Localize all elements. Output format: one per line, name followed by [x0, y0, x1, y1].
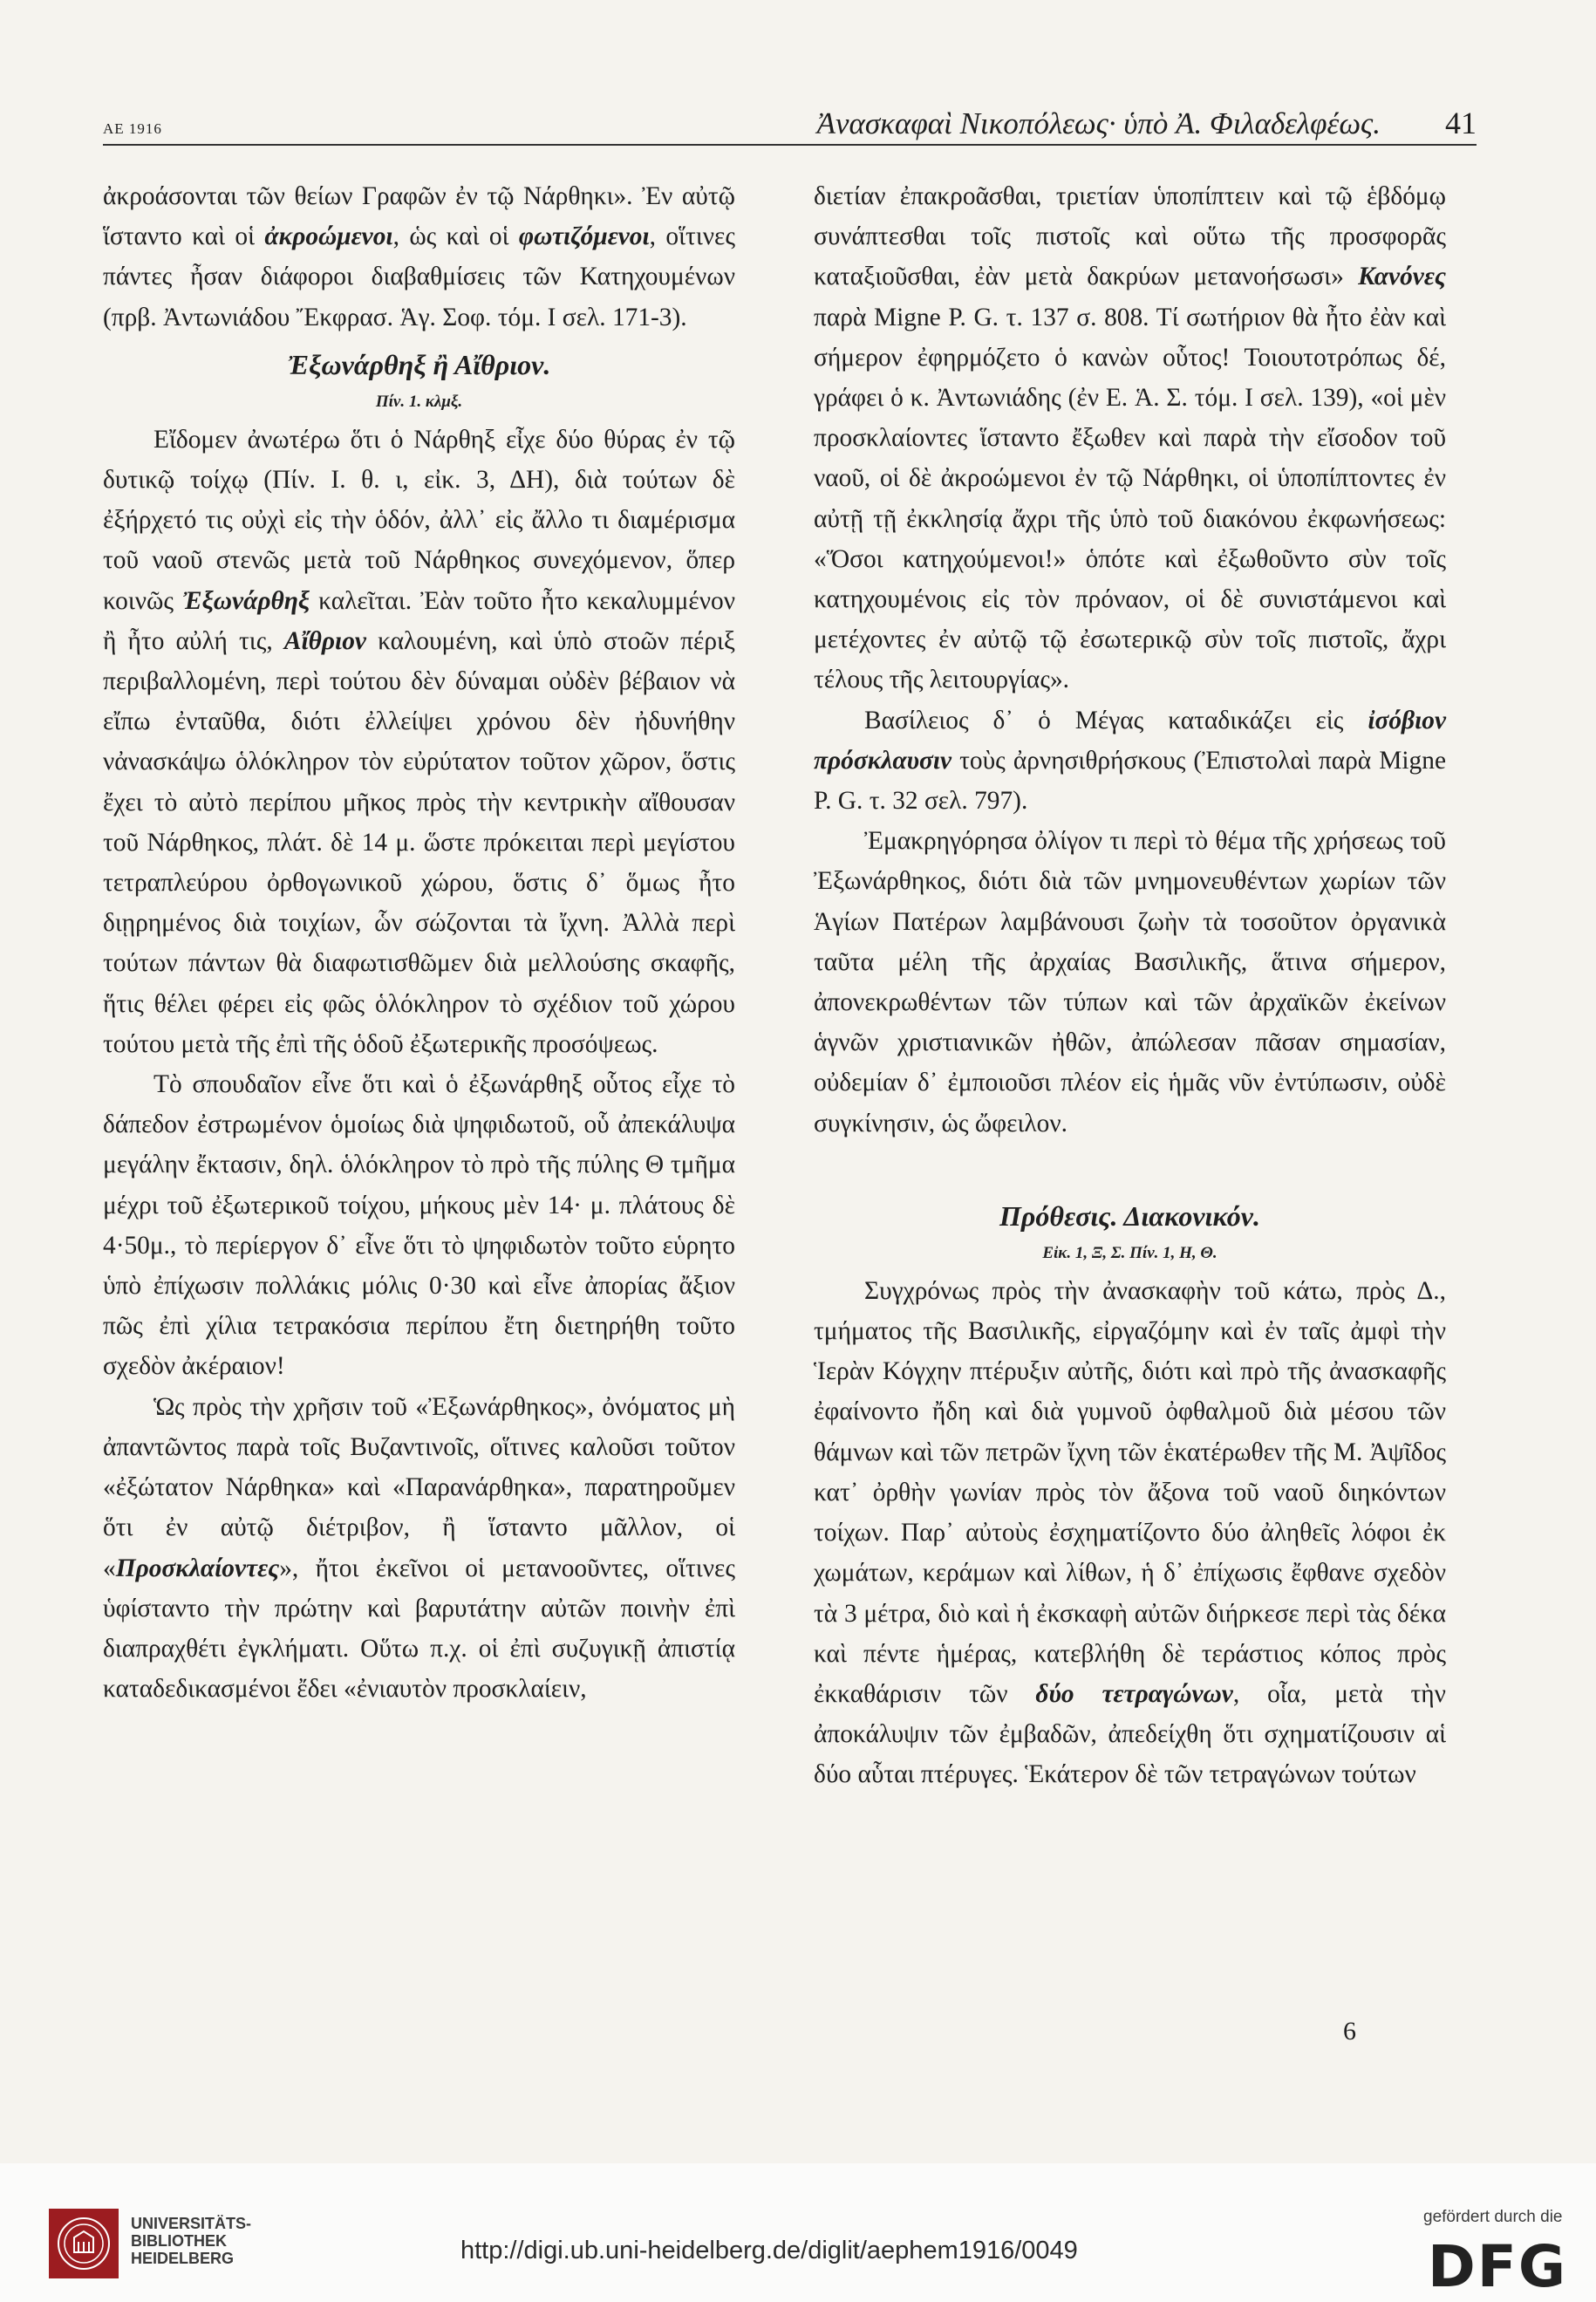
dfg-logo: DFG	[1428, 2233, 1568, 2300]
text-run: Ὡς πρὸς τὴν χρῆσιν τοῦ «Ἐξωνάρθηκος», ὀνόματος μὴ ἀπαντῶντος παρὰ τοῖς Βυζαντινοῖς, οἵτινες καλοῦσι τοῦτον «ἐξώτατον Νάρθηκα» καὶ «Παρανάρθηκα», παρατηροῦμεν ὅτι ἐν αὐτῷ διέτριβον, ἢ ἵσταντο μᾶλλον, οἱ «	[103, 1392, 735, 1582]
signature-mark: 6	[1343, 2017, 1356, 2046]
emphasis-term: Προσκλαίοντες	[115, 1554, 280, 1582]
left-paragraph-4	[103, 1387, 735, 1710]
emphasis-term: φωτιζόμενοι	[518, 222, 650, 251]
text-run: καλεῖται. Ἐὰν τοῦτο ἦτο κεκαλυμμένον ἢ ἦτο αὐλή τις,	[103, 586, 735, 655]
left-column	[103, 176, 735, 1709]
right-paragraph-3: Ἐμακρηγόρησα ὀλίγον τι περὶ τὸ θέμα τῆς χρήσεως τοῦ Ἐξωνάρθηκος, διότι διὰ τῶν μνημονευθέντων χωρίων τῶν Ἁγίων Πατέρων λαμβάνουσι ζωὴν τὰ τοσοῦτον ὀργανικὰ ταῦτα μέλη τῆς ἀρχαίας Βασιλικῆς, ἅτινα σήμερον, ἀπονεκρωθέντων τῶν τύπων καὶ τῶν ἀρχαϊκῶν ἐκείνων ἁγνῶν χριστιανικῶν ἠθῶν, ἀπώλεσαν πᾶσαν σημασίαν, οὐδεμίαν δ᾽ ἐμποιοῦσι πλέον εἰς ἡμᾶς νῦν ἐντύπωσιν, οὐδὲ συγκίνησιν, ὡς ὤφειλον.	[814, 827, 1446, 1137]
header-rule	[103, 144, 1477, 146]
library-name-line: BIBLIOTHEK	[131, 2232, 227, 2250]
left-paragraph-1	[103, 176, 735, 338]
text-run: , οἵτινες πάντες ἦσαν διάφοροι διαβαθμίσεις τῶν Κατηχουμένων (πρβ. Ἀντωνιάδου Ἔκφρασ. Ἁγ. Σοφ. τόμ. Ι σελ. 171-3).	[103, 222, 735, 331]
right-paragraph-2	[814, 700, 1446, 822]
emphasis-term: δύο τετραγώνων	[1035, 1679, 1233, 1708]
emphasis-term: Ἐξωνάρθηξ	[182, 586, 310, 615]
text-run: », ἤτοι ἐκεῖνοι οἱ μετανοοῦντες, οἵτινες ὑφίσταντο τὴν πρώτην καὶ βαρυτάτην αὐτῶν ποινὴν ἐπὶ διαπραχθέτι ἐγκλήματι. Οὕτω π.χ. οἱ ἐπὶ συζυγικῇ ἀπιστίᾳ καταδεδικασμένοι ἔδει «ἐνιαυτὸν προσκλαίειν,	[103, 1554, 735, 1704]
text-run: Βασίλειος δ᾽ ὁ Μέγας καταδικάζει εἰς	[864, 706, 1368, 734]
emphasis-term: ἰσόβιον πρόσκλαυσιν	[814, 706, 1446, 775]
digitization-footer	[0, 2163, 1596, 2302]
right-column	[814, 176, 1446, 1795]
right-paragraph-1	[814, 176, 1446, 700]
library-name	[131, 2215, 251, 2267]
text-run: Εἴδομεν ἀνωτέρω ὅτι ὁ Νάρθηξ εἶχε δύο θύρας ἐν τῷ δυτικῷ τοίχῳ (Πίν. Ι. θ. ι, εἰκ. 3, ΔΗ), διὰ τούτων δὲ ἐξήρχετό τις οὐχὶ εἰς τὴν ὁδόν, ἀλλ᾽ εἰς ἄλλο τι διαμέρισμα τοῦ ναοῦ στενῶς μετὰ τοῦ Νάρθηκος συνεχόμενον, ὅπερ κοινῶς	[103, 425, 735, 615]
text-run: παρὰ Migne P. G. τ. 137 σ. 808. Τί σωτήριον θὰ ἦτο ἐὰν καὶ σήμερον ἐφηρμόζετο ὁ κανὼν οὗτος! Τοιουτοτρόπως δέ, γράφει ὁ κ. Ἀντωνιάδης (ἐν Ε. Ἁ. Σ. τόμ. Ι σελ. 139), «οἱ μὲν προσκλαίοντες ἵσταντο ἔξωθεν καὶ παρὰ τὴν εἴσοδον τοῦ ναοῦ, οἱ δὲ ἀκροώμενοι ἐν τῷ Νάρθηκι, οἱ ὑποπίπτοντες ἐν αὐτῇ τῇ ἐκκλησίᾳ ἄχρι τῆς ὑπὸ τοῦ διακόνου ἐκφωνήσεως: «Ὅσοι κατηχούμενοι!» ὁπότε καὶ ἐξωθοῦντο σὺν τοῖς κατηχουμένοις εἰς τὸν πρόναον, οἱ δὲ συνιστάμενοι καὶ μετέχοντες ἐν αὐτῷ τῷ ἐσωτερικῷ σὺν τοῖς πιστοῖς, ἄχρι τέλους τῆς λειτουργίας».	[814, 303, 1446, 694]
text-run: Συγχρόνως πρὸς τὴν ἀνασκαφὴν τοῦ κάτω, πρὸς Δ., τμήματος τῆς Βασιλικῆς, εἰργαζόμην καὶ ἐν ταῖς ἀμφὶ τὴν Ἱερὰν Κόγχην πτέρυξιν αὐτῆς, διότι καὶ πρὸ τῆς ἀνασκαφῆς ἐφαίνοντο ἤδη καὶ διὰ γυμνοῦ ὀφθαλμοῦ διὰ μέσου τῶν θάμνων καὶ τῶν πετρῶν ἴχνη τῶν ἑκατέρωθεν τῆς Μ. Ἀψῖδος κατ᾽ ὀρθὴν γωνίαν πρὸς τὸν ἄξονα τοῦ ναοῦ διηκόντων τοίχων. Παρ᾽ αὐτοὺς ἐσχηματίζοντο δύο ἀληθεῖς λόφοι ἐκ χωμάτων, κεράμων καὶ λίθων, ἡ δ᾽ ἐπίχωσις ἔφθανε σχεδὸν τὰ 3 μέτρα, διὸ καὶ ἡ ἐκσκαφὴ αὐτῶν διήρκεσε περὶ τὰς δέκα καὶ πέντε ἡμέρας, κατεβλήθη δὲ τεράστιος κόπος πρὸς ἐκκαθάρισιν τῶν	[814, 1276, 1446, 1708]
library-name-line: HEIDELBERG	[131, 2250, 235, 2267]
section-subheading: Εἰκ. 1, Ξ, Σ. Πίν. 1, Η, Θ.	[1042, 1243, 1217, 1262]
right-paragraph-4	[814, 1271, 1446, 1795]
text-run: καλουμένη, καὶ ὑπὸ στοῶν πέριξ περιβαλλομένη, περὶ τούτου δὲν δύναμαι οὐδὲν βέβαιον νὰ εἴπω ἐνταῦθα, διότι ἐλλείψει χρόνου δὲν ἠδυνήθην νἀνασκάψω ὁλόκληρον τὸν εὐρύτατον τοῦτον χῶρον, ὅστις ἔχει τὸ αὐτὸ περίπου μῆκος πρὸς τὴν κεντρικὴν αἴθουσαν τοῦ Νάρθηκος, πλάτ. δὲ 14 μ. ὥστε πρόκειται περὶ μεγίστου τετραπλεύρου ὀρθογωνικοῦ χώρου, ὅστις δ᾽ ὅμως ἦτο διῃρημένος διὰ τοιχίων, ὧν σώζονται τὰ ἴχνη. Ἀλλὰ περὶ τούτων πάντων θὰ διαφωτισθῶμεν διὰ μελλούσης σκαφῆς, ἥτις θέλει φέρει εἰς φῶς ὁλόκληρον τὸ σχέδιον τοῦ χώρου τούτου μετὰ τῆς ἐπὶ τῆς ὁδοῦ ἐξωτερικῆς προσόψεως.	[103, 626, 736, 1058]
left-paragraph-3: Τὸ σπουδαῖον εἶνε ὅτι καὶ ὁ ἐξωνάρθηξ οὗτος εἶχε τὸ δάπεδον ἐστρωμένον ὁμοίως διὰ ψηφιδωτοῦ, οὗ ἀπεκάλυψα μεγάλην ἔκτασιν, δηλ. ὁλόκληρον τὸ πρὸ τῆς πύλης Θ τμῆμα μέχρι τοῦ ἐξωτερικοῦ τοίχου, μήκους μὲν 14· μ. πλάτους δὲ 4·50μ., τὸ περίεργον δ᾽ εἶνε ὅτι τὸ ψηφιδωτὸν τοῦτο εὑρητο ὑπὸ ἐπίχωσιν πολλάκις μόλις 0·30 καὶ εἶνε ἀπορίας ἄξιον πῶς ἐπὶ χίλια τετρακόσια περίπου ἔτη διετηρήθη τοῦτο σχεδὸν ἀκέραιον!	[103, 1070, 735, 1381]
running-title: Ἀνασκαφαὶ Νικοπόλεως· ὑπὸ Ἀ. Φιλαδελφέως.	[816, 106, 1381, 140]
page-number: 41	[1445, 106, 1477, 140]
permalink-url[interactable]: http://digi.ub.uni-heidelberg.de/diglit/aephem1916/0049	[460, 2237, 1078, 2264]
left-paragraph-2	[103, 420, 735, 1064]
section-heading-prothesis: Πρόθεσις. Διακονικόν.	[999, 1199, 1260, 1232]
spacer	[103, 338, 735, 345]
text-run: ἀκροάσονται τῶν θείων Γραφῶν ἐν τῷ Νάρθηκι». Ἐν αὐτῷ ἵσταντο καὶ οἱ	[103, 182, 735, 251]
text-run: διετίαν ἐπακροᾶσθαι, τριετίαν ὑποπίπτειν καὶ τῷ ἑβδόμῳ συνάπτεσθαι τοῖς πιστοῖς καὶ οὕτω τῆς προσφορᾶς καταξιοῦσθαι, ἐὰν μετὰ δακρύων μετανοήσωσι»	[814, 182, 1446, 291]
library-name-line: UNIVERSITÄTS-	[131, 2215, 252, 2232]
running-header	[103, 98, 1477, 143]
text-run: , ὡς καὶ οἱ	[392, 222, 519, 251]
emphasis-term: Κανόνες	[1358, 263, 1446, 291]
section-heading-exonarthex: Ἐξωνάρθηξ ἢ Αἴθριον.	[287, 348, 551, 380]
emphasis-term: Αἴθριον	[283, 626, 366, 655]
journal-label: ΑΕ 1916	[103, 120, 162, 137]
university-seal-icon	[49, 2209, 119, 2278]
text-run: τοὺς ἀρνησιθρήσκους (Ἐπιστολαὶ παρὰ Migne P. G. τ. 32 σελ. 797).	[814, 746, 1446, 816]
funding-caption: gefördert durch die	[1423, 2208, 1563, 2226]
section-subheading: Πίν. 1. κλμξ.	[375, 392, 463, 411]
text-run: , οἷα, μετὰ τὴν ἀποκάλυψιν τῶν ἐμβαδῶν, ἀπεδείχθη ὅτι σχηματίζουσιν αἱ δύο αὗται πτέρυγες. Ἑκάτερον δὲ τῶν τετραγώνων τούτων	[814, 1679, 1446, 1789]
emphasis-term: ἀκροώμενοι	[264, 222, 393, 251]
spacer	[814, 1144, 1446, 1196]
